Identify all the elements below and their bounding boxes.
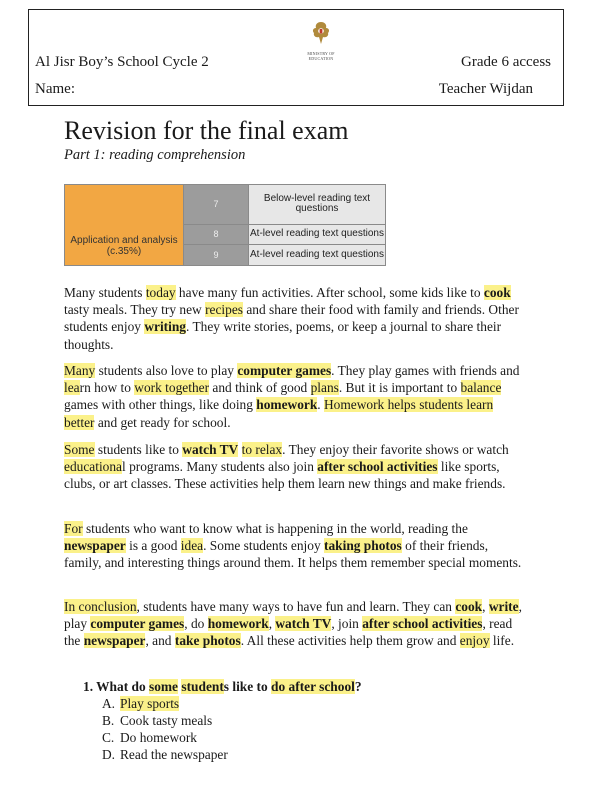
highlighted-text (275, 616, 331, 631)
text-run: . They enjoy their favorite shows or watch (282, 442, 509, 457)
reading-paragraph (64, 441, 524, 493)
reading-paragraph (64, 598, 524, 650)
bold-keyword: homework (207, 616, 269, 632)
highlighted-text: In conclusion (64, 599, 137, 614)
text-run: . (317, 397, 324, 413)
text-run: is a good (125, 538, 181, 554)
highlighted-text (182, 442, 238, 457)
text-run: , join (331, 616, 363, 632)
highlighted-text (455, 599, 482, 614)
option-letter: D. (102, 747, 116, 762)
section-subtitle: Part 1: reading comprehension (64, 147, 246, 163)
answer-option-c[interactable] (102, 730, 197, 746)
question-description-cell: At-level reading text questions (249, 245, 386, 266)
bold-keyword: taking photos (324, 538, 402, 554)
text-run: , read the (64, 616, 513, 649)
answer-option-d[interactable] (102, 747, 228, 763)
question-number-cell: 8 (184, 224, 249, 245)
bold-keyword: writing (144, 319, 186, 335)
highlighted-text: recipes (205, 302, 243, 318)
question-description-cell: Below-level reading text questions (249, 185, 386, 225)
text-run: , do (184, 616, 208, 632)
text-run: and think of good (209, 380, 311, 396)
reading-paragraph (64, 362, 524, 431)
option-text: Cook tasty meals (120, 713, 213, 728)
option-text: Play sports (120, 696, 180, 711)
answer-option-b[interactable] (102, 713, 212, 729)
text-run: , (268, 616, 276, 632)
text-run: s like to (223, 679, 272, 694)
text-run: tasty meals. They try new (64, 302, 206, 318)
bold-keyword: write (488, 599, 519, 614)
highlighted-text: some (149, 679, 179, 694)
highlighted-text: do after school (271, 679, 355, 694)
text-run: l programs. Many students also join (122, 459, 318, 475)
text-run: What do (96, 679, 149, 694)
highlighted-text: balance (460, 380, 502, 396)
highlighted-text: enjoy (459, 633, 490, 649)
reading-paragraph (64, 520, 524, 572)
highlighted-text (324, 538, 402, 553)
highlighted-text (362, 616, 482, 631)
text-run: Many students (64, 285, 146, 300)
text-run: have many fun activities. After school, some kids like to (175, 285, 484, 300)
bold-keyword: cook (483, 285, 511, 300)
highlighted-text: Homework helps students learn better (64, 397, 494, 430)
text-run: . All these activities help them grow and (240, 633, 460, 649)
highlighted-text (489, 599, 519, 614)
text-run: , play (64, 599, 522, 632)
ministry-emblem-icon (301, 20, 341, 62)
highlighted-text (90, 616, 184, 631)
highlighted-text: Some (64, 442, 95, 457)
text-run: and get ready for school. (94, 414, 231, 430)
highlighted-text (208, 616, 269, 631)
text-run: of their friends, family, and interesting things around them. It helps them remember special moments. (64, 538, 522, 571)
question-1 (83, 679, 362, 695)
highlighted-text: lea (64, 380, 80, 396)
highlighted-text (84, 633, 146, 648)
question-description-cell: At-level reading text questions (249, 224, 386, 245)
text-run: . Some students enjoy (203, 538, 324, 554)
highlighted-text: to relax (241, 442, 283, 457)
school-name: Al Jisr Boy’s School Cycle 2 (35, 54, 209, 70)
highlighted-text (256, 397, 317, 412)
text-run: rn how to (79, 380, 135, 396)
grade-label: Grade 6 access (461, 54, 551, 70)
option-letter: B. (102, 713, 115, 728)
text-run: students who want to know what is happening in the world, reading the (82, 521, 468, 536)
teacher-name: Teacher Wijdan (438, 81, 533, 97)
bold-keyword: newspaper (64, 538, 126, 554)
bold-keyword: homework (256, 397, 318, 413)
bold-keyword: computer games (90, 616, 185, 632)
header-box (28, 9, 564, 106)
highlighted-text: plans (310, 380, 339, 396)
bold-keyword: after school activities (317, 459, 438, 475)
text-run: students also love to play (95, 363, 238, 378)
text-run: and share their food with family and friends. Other students enjoy (64, 302, 519, 335)
question-number-cell: 9 (184, 245, 249, 266)
highlighted-text: work together (134, 380, 210, 396)
question-number: 1. (83, 679, 94, 694)
bold-keyword: watch TV (182, 442, 239, 457)
highlighted-text (144, 319, 186, 334)
bold-keyword: take photos (174, 633, 241, 649)
text-run: . They play games with friends and (331, 363, 520, 378)
highlighted-text: For (64, 521, 83, 536)
text-run: , and (145, 633, 175, 649)
emblem-caption: MINISTRY OF EDUCATION (307, 51, 335, 61)
highlighted-text (317, 459, 437, 474)
reading-paragraph (64, 284, 524, 353)
highlighted-text (484, 285, 511, 300)
option-text: Read the newspaper (120, 747, 228, 762)
student-name-label: Name: (35, 81, 75, 97)
text-run: games with other things, like doing (64, 397, 257, 413)
highlighted-text: today (145, 285, 176, 300)
bold-keyword: newspaper (83, 633, 146, 649)
text-run: . But it is important to (338, 380, 461, 396)
highlighted-text: educationa (64, 459, 122, 475)
option-text: Do homework (120, 730, 197, 745)
reading-level-table (64, 184, 386, 266)
bold-keyword: watch TV (275, 616, 332, 632)
question-text (96, 679, 361, 694)
bold-keyword: cook (455, 599, 483, 614)
highlighted-text (64, 538, 126, 553)
highlighted-text: idea (180, 538, 204, 554)
page-title: Revision for the final exam (64, 116, 349, 145)
text-run: , (482, 599, 489, 614)
option-letter: A. (102, 696, 116, 711)
highlighted-text (237, 363, 331, 378)
text-run: life. (489, 633, 515, 649)
text-run: like sports, clubs, or art classes. These activities help them learn new things and make friends. (64, 459, 506, 492)
question-number-cell: 7 (184, 185, 249, 225)
skill-cell: Application and analysis (c.35%) (65, 185, 184, 266)
highlighted-text (175, 633, 241, 648)
text-run: ? (354, 679, 362, 694)
text-run: . They write stories, poems, or keep a journal to share their thoughts. (64, 319, 502, 352)
text-run: , students have many ways to have fun and learn. They can (136, 599, 456, 614)
highlighted-text: student (181, 679, 224, 694)
text-run: students like to (94, 442, 183, 457)
highlighted-text: Many (64, 363, 96, 378)
bold-keyword: computer games (237, 363, 332, 378)
option-letter: C. (102, 730, 115, 745)
answer-option-a[interactable] (102, 696, 179, 712)
bold-keyword: after school activities (362, 616, 483, 632)
